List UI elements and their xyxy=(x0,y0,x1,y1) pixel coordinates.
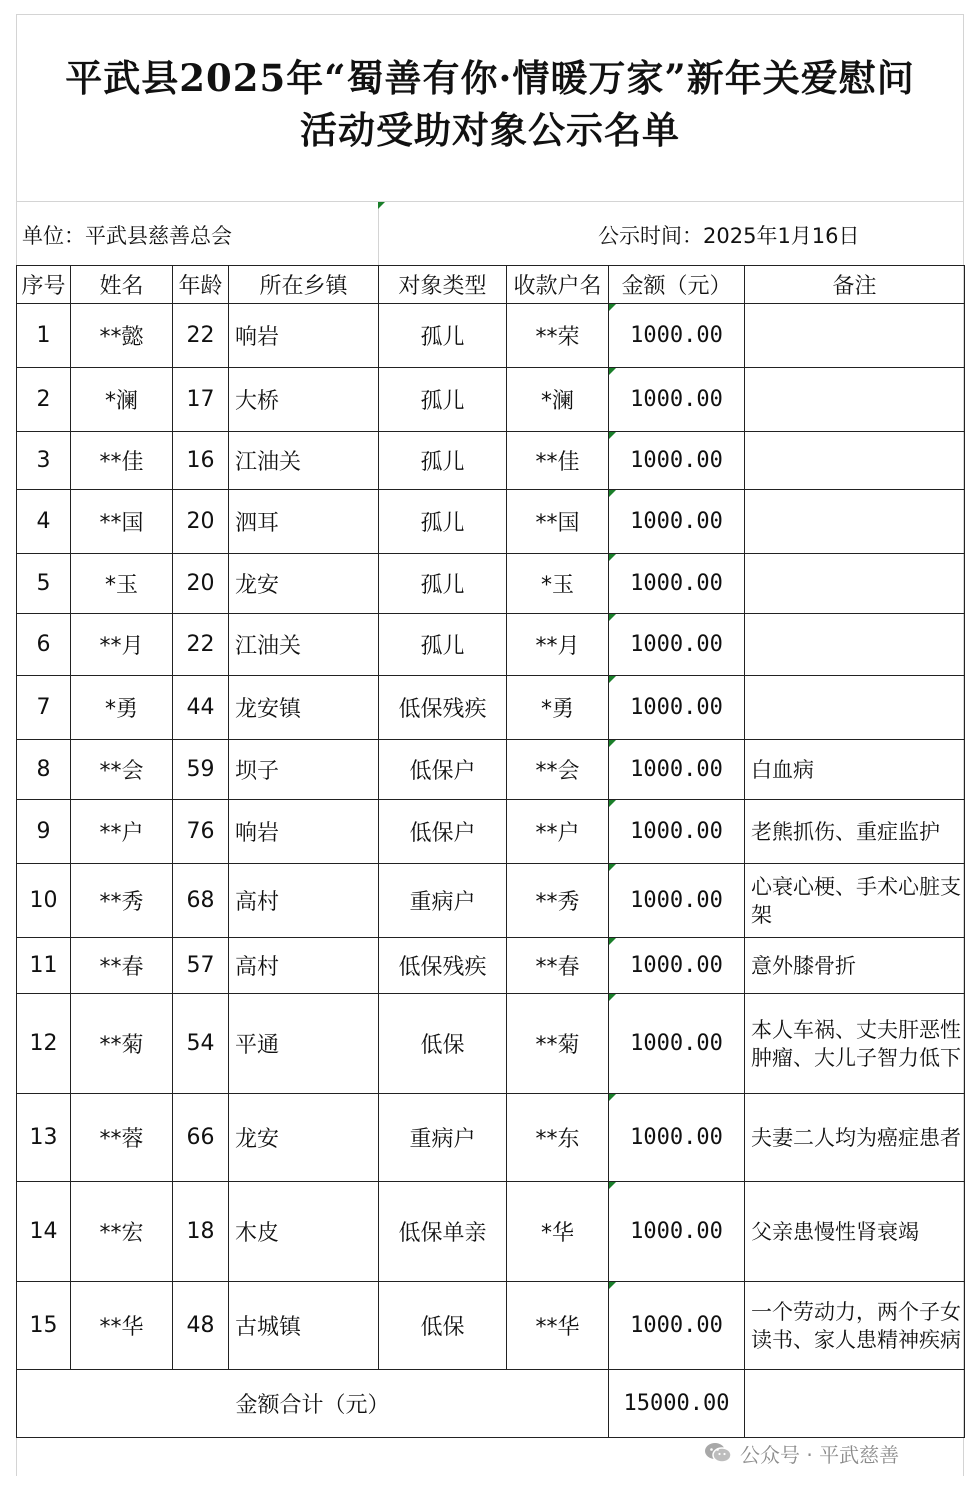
header-no: 序号 xyxy=(17,266,71,304)
cell-town: 江油关 xyxy=(229,614,379,676)
cell-note: 夫妻二人均为癌症患者 xyxy=(745,1094,965,1182)
cell-name: **秀 xyxy=(71,864,173,938)
cell-name: **国 xyxy=(71,490,173,554)
cell-note: 意外膝骨折 xyxy=(745,938,965,994)
cell-type: 孤儿 xyxy=(379,614,507,676)
cell-age: 17 xyxy=(173,368,229,432)
table-row xyxy=(17,304,965,368)
cell-name: **华 xyxy=(71,1282,173,1370)
amount-value: 1000.00 xyxy=(630,571,723,596)
table-row xyxy=(17,614,965,676)
header-note: 备注 xyxy=(745,266,965,304)
info-divider xyxy=(378,201,379,265)
cell-name: **宏 xyxy=(71,1182,173,1282)
cell-name: **春 xyxy=(71,938,173,994)
cell-flag-marker xyxy=(609,864,616,871)
cell-age: 20 xyxy=(173,554,229,614)
cell-age: 59 xyxy=(173,740,229,800)
wechat-icon xyxy=(704,1441,732,1465)
table-row xyxy=(17,676,965,740)
cell-no: 4 xyxy=(17,490,71,554)
cell-name: *澜 xyxy=(71,368,173,432)
publish-date: 公示时间：2025年1月16日 xyxy=(598,224,860,248)
header-name: 姓名 xyxy=(71,266,173,304)
total-label: 金额合计（元） xyxy=(17,1370,609,1438)
table-row xyxy=(17,800,965,864)
cell-payee: **秀 xyxy=(507,864,609,938)
cell-type: 低保单亲 xyxy=(379,1182,507,1282)
cell-payee: *华 xyxy=(507,1182,609,1282)
issuer-unit: 单位：平武县慈善总会 xyxy=(22,224,232,248)
cell-town: 泗耳 xyxy=(229,490,379,554)
title-divider xyxy=(16,201,964,202)
table-row xyxy=(17,432,965,490)
cell-name: **月 xyxy=(71,614,173,676)
cell-payee: **佳 xyxy=(507,432,609,490)
cell-note: 本人车祸、丈夫肝恶性肿瘤、大儿子智力低下 xyxy=(745,994,965,1094)
recipient-table xyxy=(16,265,965,1438)
cell-payee: **月 xyxy=(507,614,609,676)
header-type: 对象类型 xyxy=(379,266,507,304)
amount-value: 1000.00 xyxy=(630,819,723,844)
cell-flag-marker xyxy=(609,304,616,311)
cell-type: 重病户 xyxy=(379,864,507,938)
cell-note: 老熊抓伤、重症监护 xyxy=(745,800,965,864)
title-line-2: 活动受助对象公示名单 xyxy=(300,108,680,152)
cell-flag-marker xyxy=(378,202,385,209)
cell-amount xyxy=(609,1182,745,1282)
cell-age: 66 xyxy=(173,1094,229,1182)
cell-note xyxy=(745,676,965,740)
amount-value: 1000.00 xyxy=(630,1031,723,1056)
cell-amount xyxy=(609,614,745,676)
amount-value: 1000.00 xyxy=(630,1219,723,1244)
cell-no: 1 xyxy=(17,304,71,368)
amount-value: 1000.00 xyxy=(630,695,723,720)
amount-value: 1000.00 xyxy=(630,323,723,348)
cell-age: 48 xyxy=(173,1282,229,1370)
table-header-row xyxy=(17,266,965,304)
cell-flag-marker xyxy=(609,490,616,497)
table-row xyxy=(17,490,965,554)
amount-value: 1000.00 xyxy=(630,1125,723,1150)
cell-note: 白血病 xyxy=(745,740,965,800)
cell-flag-marker xyxy=(609,432,616,439)
cell-flag-marker xyxy=(609,938,616,945)
cell-name: **蓉 xyxy=(71,1094,173,1182)
cell-note: 心衰心梗、手术心脏支架 xyxy=(745,864,965,938)
amount-value: 1000.00 xyxy=(630,509,723,534)
cell-payee: *澜 xyxy=(507,368,609,432)
cell-type: 低保户 xyxy=(379,800,507,864)
cell-flag-marker xyxy=(609,614,616,621)
amount-value: 1000.00 xyxy=(630,448,723,473)
amount-value: 1000.00 xyxy=(630,757,723,782)
cell-note xyxy=(745,614,965,676)
total-amount: 15000.00 xyxy=(609,1370,745,1438)
cell-flag-marker xyxy=(609,554,616,561)
cell-payee: **东 xyxy=(507,1094,609,1182)
cell-amount xyxy=(609,554,745,614)
amount-value: 1000.00 xyxy=(630,632,723,657)
cell-town: 木皮 xyxy=(229,1182,379,1282)
cell-town: 江油关 xyxy=(229,432,379,490)
cell-town: 龙安 xyxy=(229,1094,379,1182)
header-age: 年龄 xyxy=(173,266,229,304)
cell-note xyxy=(745,490,965,554)
cell-payee: **户 xyxy=(507,800,609,864)
cell-type: 孤儿 xyxy=(379,432,507,490)
cell-age: 68 xyxy=(173,864,229,938)
cell-no: 14 xyxy=(17,1182,71,1282)
cell-amount xyxy=(609,994,745,1094)
header-amount: 金额（元） xyxy=(609,266,745,304)
header-town: 所在乡镇 xyxy=(229,266,379,304)
cell-age: 54 xyxy=(173,994,229,1094)
watermark-text: 公众号 · 平武慈善 xyxy=(740,1442,900,1467)
cell-no: 2 xyxy=(17,368,71,432)
cell-type: 低保 xyxy=(379,1282,507,1370)
cell-town: 响岩 xyxy=(229,800,379,864)
cell-amount xyxy=(609,676,745,740)
cell-name: **户 xyxy=(71,800,173,864)
cell-no: 15 xyxy=(17,1282,71,1370)
cell-type: 低保户 xyxy=(379,740,507,800)
cell-age: 76 xyxy=(173,800,229,864)
cell-no: 7 xyxy=(17,676,71,740)
cell-town: 坝子 xyxy=(229,740,379,800)
cell-town: 高村 xyxy=(229,938,379,994)
cell-type: 孤儿 xyxy=(379,554,507,614)
cell-age: 16 xyxy=(173,432,229,490)
cell-payee: **华 xyxy=(507,1282,609,1370)
cell-payee: **菊 xyxy=(507,994,609,1094)
cell-amount xyxy=(609,800,745,864)
cell-age: 18 xyxy=(173,1182,229,1282)
cell-payee: **国 xyxy=(507,490,609,554)
cell-town: 大桥 xyxy=(229,368,379,432)
cell-note xyxy=(745,304,965,368)
document-title xyxy=(16,52,964,156)
table-row xyxy=(17,994,965,1094)
cell-town: 古城镇 xyxy=(229,1282,379,1370)
cell-amount xyxy=(609,432,745,490)
cell-amount xyxy=(609,938,745,994)
cell-town: 龙安镇 xyxy=(229,676,379,740)
cell-flag-marker xyxy=(609,1182,616,1189)
cell-type: 低保残疾 xyxy=(379,676,507,740)
cell-type: 重病户 xyxy=(379,1094,507,1182)
cell-amount xyxy=(609,1282,745,1370)
amount-value: 1000.00 xyxy=(630,387,723,412)
cell-age: 22 xyxy=(173,614,229,676)
cell-flag-marker xyxy=(609,800,616,807)
cell-payee: *玉 xyxy=(507,554,609,614)
cell-age: 57 xyxy=(173,938,229,994)
cell-no: 8 xyxy=(17,740,71,800)
table-row xyxy=(17,554,965,614)
cell-name: **懿 xyxy=(71,304,173,368)
cell-age: 20 xyxy=(173,490,229,554)
amount-value: 1000.00 xyxy=(630,1313,723,1338)
amount-value: 1000.00 xyxy=(630,888,723,913)
cell-name: **菊 xyxy=(71,994,173,1094)
cell-town: 平通 xyxy=(229,994,379,1094)
cell-note xyxy=(745,368,965,432)
cell-amount xyxy=(609,740,745,800)
header-payee: 收款户名 xyxy=(507,266,609,304)
cell-note: 一个劳动力，两个子女读书、家人患精神疾病 xyxy=(745,1282,965,1370)
cell-town: 响岩 xyxy=(229,304,379,368)
cell-type: 孤儿 xyxy=(379,368,507,432)
cell-name: *玉 xyxy=(71,554,173,614)
cell-no: 9 xyxy=(17,800,71,864)
cell-flag-marker xyxy=(609,1094,616,1101)
cell-amount xyxy=(609,490,745,554)
cell-amount xyxy=(609,368,745,432)
cell-town: 龙安 xyxy=(229,554,379,614)
cell-amount xyxy=(609,304,745,368)
cell-name: *勇 xyxy=(71,676,173,740)
cell-note xyxy=(745,432,965,490)
cell-type: 孤儿 xyxy=(379,490,507,554)
cell-type: 孤儿 xyxy=(379,304,507,368)
cell-flag-marker xyxy=(609,368,616,375)
total-note xyxy=(745,1370,965,1438)
cell-payee: **会 xyxy=(507,740,609,800)
cell-payee: **春 xyxy=(507,938,609,994)
cell-no: 13 xyxy=(17,1094,71,1182)
amount-value: 1000.00 xyxy=(630,953,723,978)
cell-town: 高村 xyxy=(229,864,379,938)
cell-name: **会 xyxy=(71,740,173,800)
cell-no: 6 xyxy=(17,614,71,676)
table-row xyxy=(17,1282,965,1370)
cell-no: 12 xyxy=(17,994,71,1094)
table-row xyxy=(17,1094,965,1182)
cell-note xyxy=(745,554,965,614)
cell-name: **佳 xyxy=(71,432,173,490)
cell-age: 44 xyxy=(173,676,229,740)
cell-flag-marker xyxy=(609,1282,616,1289)
cell-amount xyxy=(609,864,745,938)
cell-no: 5 xyxy=(17,554,71,614)
table-row xyxy=(17,740,965,800)
cell-age: 22 xyxy=(173,304,229,368)
cell-amount xyxy=(609,1094,745,1182)
cell-payee: *勇 xyxy=(507,676,609,740)
table-row xyxy=(17,938,965,994)
cell-flag-marker xyxy=(609,994,616,1001)
title-line-1: 平武县2025年“蜀善有你·情暖万家”新年关爱慰问 xyxy=(65,56,915,100)
table-row xyxy=(17,368,965,432)
cell-no: 3 xyxy=(17,432,71,490)
cell-type: 低保残疾 xyxy=(379,938,507,994)
cell-flag-marker xyxy=(609,740,616,747)
cell-payee: **荣 xyxy=(507,304,609,368)
cell-flag-marker xyxy=(609,676,616,683)
table-total-row xyxy=(17,1370,965,1438)
table-row xyxy=(17,1182,965,1282)
cell-note: 父亲患慢性肾衰竭 xyxy=(745,1182,965,1282)
table-row xyxy=(17,864,965,938)
cell-type: 低保 xyxy=(379,994,507,1094)
cell-no: 11 xyxy=(17,938,71,994)
watermark xyxy=(704,1436,899,1470)
cell-no: 10 xyxy=(17,864,71,938)
